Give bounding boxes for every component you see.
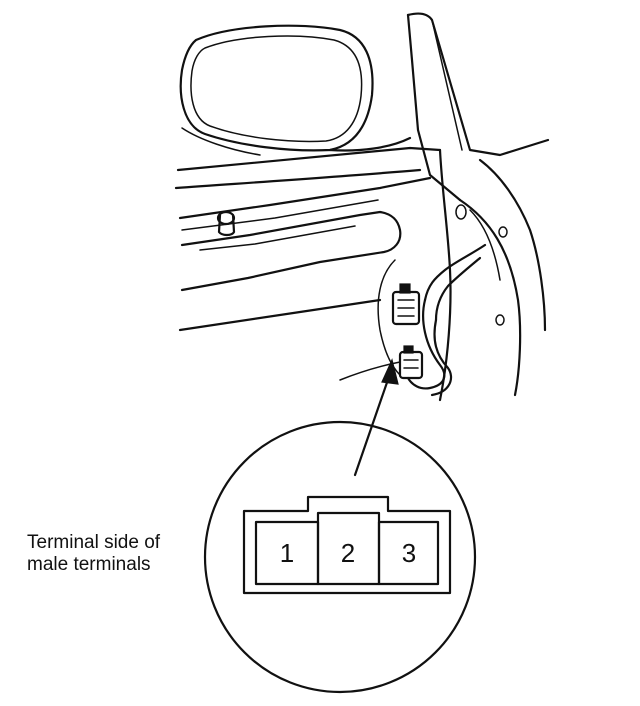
callout-label — [27, 532, 160, 576]
pointer-arrow — [355, 360, 398, 475]
wire-harness-illustration — [393, 245, 485, 395]
callout-label-line2: male terminals — [27, 554, 151, 575]
side-mirror-illustration — [181, 26, 410, 155]
callout-label-line1: Terminal side of — [27, 532, 161, 553]
pin-3-number: 3 — [401, 538, 417, 568]
pin-1-number: 1 — [279, 538, 295, 568]
pin-2-number: 2 — [340, 538, 356, 568]
door-frame-illustration — [176, 14, 548, 400]
